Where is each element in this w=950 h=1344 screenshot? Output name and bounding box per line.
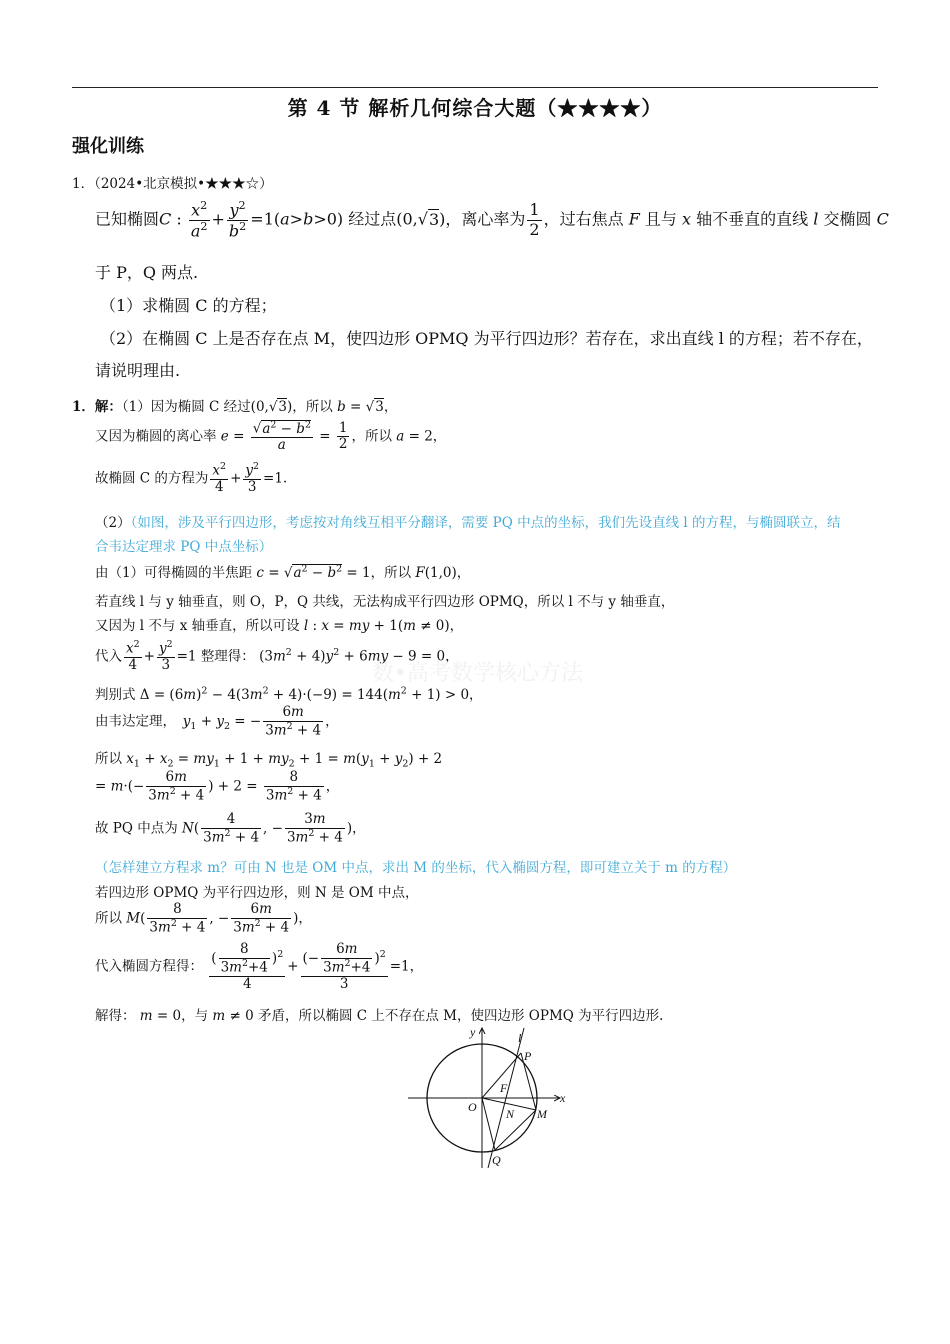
- question-1: （1）求椭圆 C 的方程；: [100, 296, 277, 315]
- problem-source: （2024•北京模拟•★★★☆）: [94, 176, 273, 192]
- solution-line-15: 代入椭圆方程得： ( $\frac{8}{3m^2+4}$ )$^2$ 4 + (− $\frac{6m}{3m^2+4}$ )$^2$ 3 =1，: [95, 941, 424, 992]
- problem-stem: 已知椭圆C : $\frac{x^2}{a^2}$ + $\frac{y^2}{b^2}$ =1(a>b>0) 经过点(0,√3)，离心率为 $\frac{1}{2}$ ，过右焦点 F 且与 x 轴不垂直的直线 l 交椭圆 C: [95, 199, 889, 241]
- solution-line-8: 判别式 $\Delta = (6m)^2 - 4(3m^2 + 4)\cdot(-9) = 144(m^2 + 1) > 0$，: [95, 685, 483, 703]
- solution-line-5: 若直线 l 与 y 轴垂直，则 O，P，Q 共线，无法构成平行四边形 OPMQ，所以 l 不与 y 轴垂直，: [95, 594, 675, 610]
- label-l: l: [518, 1031, 522, 1045]
- label-N: N: [506, 1107, 515, 1121]
- label-M: M: [537, 1107, 547, 1121]
- label-y: y: [470, 1025, 476, 1039]
- solution-line-1: 1．解：（1）因为椭圆 C 经过(0,√3)，所以 b = √3，: [72, 399, 398, 415]
- solution-line-14: 所以 M( $\frac{8}{3m^2 + 4}$ , − $\frac{6m}{3m^2 + 4}$ )，: [95, 901, 312, 936]
- section-heading: 强化训练: [72, 136, 144, 157]
- question-2-cont: 请说明理由.: [95, 361, 181, 380]
- solution-line-6: 又因为 l 不与 x 轴垂直，所以可设 l : x = my + 1(m ≠ 0)，: [95, 618, 464, 634]
- solution-line-9: 由韦达定理， $y_1 + y_2$ = − $\frac{6m}{3m^2 + 4}$ ，: [95, 704, 339, 739]
- solution-line-7: 代入 $\frac{x^2}{4}$ + $\frac{y^2}{3}$ =1 整理得： $(3m^2 + 4)y^2 + 6my - 9 = 0$，: [95, 639, 459, 674]
- page-title: 第 4 节 解析几何综合大题（★★★★）: [287, 96, 663, 120]
- solution-line-3: 故椭圆 C 的方程为 $\frac{x^2}{4}$ + $\frac{y^2}{3}$ =1.: [95, 461, 288, 496]
- solution-line-16: 解得： m = 0，与 m ≠ 0 矛盾，所以椭圆 C 上不存在点 M，使四边形 OPMQ 为平行四边形.: [95, 1008, 664, 1024]
- solution-line-10: 所以 $x_1 + x_2 = my_1 + 1 + my_2 + 1 = m(y_1 + y_2) + 2$: [95, 751, 443, 770]
- label-F: F: [500, 1081, 508, 1095]
- solution-line-12: 故 PQ 中点为 N( $\frac{4}{3m^2 + 4}$ , − $\frac{3m}{3m^2 + 4}$ )，: [95, 811, 366, 846]
- label-O: O: [468, 1100, 477, 1114]
- problem-line2: 于 P，Q 两点.: [95, 263, 199, 282]
- label-x: x: [560, 1091, 566, 1105]
- label-Q: Q: [492, 1153, 501, 1167]
- note-1: （2）（如图，涉及平行四边形，考虑按对角线互相平分翻译，需要 PQ 中点的坐标，我们先设直线 l 的方程，与椭圆联立，结: [95, 515, 841, 531]
- solution-line-11: = m·(− $\frac{6m}{3m^2 + 4}$ ) + 2 = $\frac{8}{3m^2 + 4}$ ，: [95, 769, 340, 804]
- solution-line-13: 若四边形 OPMQ 为平行四边形，则 N 是 OM 中点，: [95, 885, 419, 901]
- problem-header: [72, 172, 273, 192]
- label-P: P: [524, 1049, 532, 1063]
- header-rule: [72, 87, 878, 88]
- solution-line-2: 又因为椭圆的离心率 e = $\frac{√a^2 - b^2}{a}$ = $\frac{1}{2}$ ，所以 a = 2，: [95, 419, 447, 454]
- solution-label: 1．解：: [72, 399, 122, 415]
- solution-line-4: 由（1）可得椭圆的半焦距 $c = √a^2 - b^2 = 1$，所以 F(1,0)，: [95, 563, 471, 581]
- ellipse-diagram: [400, 1020, 580, 1170]
- question-2: （2）在椭圆 C 上是否存在点 M，使四边形 OPMQ 为平行四边形？若存在，求出直线 l 的方程；若不存在，: [100, 329, 873, 348]
- watermark: 数•高考数学核心方法: [372, 661, 583, 686]
- segment-OQ: [482, 1098, 495, 1150]
- note-1-cont: 合韦达定理求 PQ 中点坐标）: [95, 539, 273, 555]
- note-2: （怎样建立方程求 m？可由 N 也是 OM 中点，求出 M 的坐标，代入椭圆方程，即可建立关于 m 的方程）: [95, 860, 737, 876]
- problem-number: 1．: [72, 176, 95, 192]
